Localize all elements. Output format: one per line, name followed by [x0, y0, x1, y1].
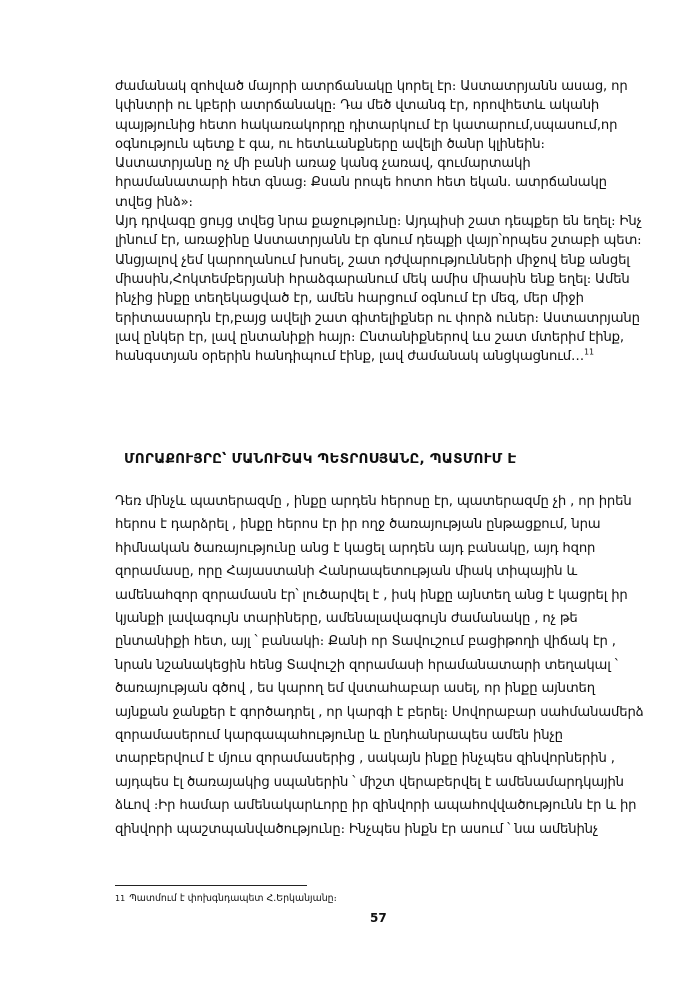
- footnote-number: 11: [115, 894, 126, 903]
- footnote-reference: 11: [584, 347, 594, 357]
- footnote: [115, 893, 635, 905]
- paragraph: Այդ դրվագը ցույց տվեց նրա քաջությունը։ Այդպիսի շատ դեպքեր են եղել։ Ինչ լինում էր, առաջինը Աստատրյանն էր գնում դեպքի վայր՝որպես շտաբի պետ։: [115, 214, 642, 249]
- body-text-section: [115, 77, 645, 366]
- body-text-section-2: [115, 490, 645, 841]
- footnote-divider: [115, 885, 307, 886]
- paragraph: ժամանակ զոհված մայորի ատրճանակը կորել էր։ Աստատրյանն ասաց, որ կփնտրի ու կբերի ատրճանակը։ Դա մեծ վտանգ էր, որովհետև ականի պայթյունից հետո հակառակորդը դիտարկում էր կատարում,սպասում,որ օգնություն պետք է գա, ու հետևանքները ավելի ծանր կլինեին։ Աստատրյանը ոչ մի բանի առաջ կանգ չառավ, գումարտակի հրամանատարի հետ գնաց։ Քսան րոպե հոտո հետ եկան. ատրճանակը տվեց ինձ»։: [115, 79, 628, 210]
- footnote-text: Պատմում է փոխգնդապետ Հ.Երկանյանը։: [129, 893, 337, 904]
- page-number: 57: [370, 911, 387, 925]
- section-heading: ՄՈՐԱՔՈՒՅՐԸ՝ ՄԱՆՈՒՇԱԿ ՊԵՏՐՈՍՅԱՆԸ, ՊԱՏՄՈՒՄ Է: [124, 451, 517, 467]
- paragraph: [115, 251, 645, 367]
- paragraph-text: Անցյալով չեմ կարողանում խոսել, շատ դժվարությունների միջով ենք անցել միասին,Հոկտեմբերյանի հրաձգարանում մեկ ամիս միասին ենք եղել։ Ամեն ինչից ինքը տեղեկացված էր, ամեն հարցում օգնում էր մեզ, մեր միջի երիտասարդն էր,բայց ավելի շատ գիտելիքներ ու փորձ ուներ։ Աստատրյանը լավ ընկեր էր, լավ ընտանիքի հայր։ Ընտանիքներով ևս շատ մտերիմ էինք, հանգստյան օրերին հանդիպում էինք, լավ ժամանակ անցկացնում…: [115, 252, 640, 365]
- paragraph: Դեռ մինչև պատերազմը , ինքը արդեն հերոսը էր, պատերազմը չի , որ իրեն հերոս է դարձրել , ինքը հերոս էր իր ողջ ծառայության ընթացքում, նրա հիմնական ծառայությունը անց է կացել արդեն այդ բանակը, այդ հզոր զորամասը, որը Հայաստանի Հանրապետության միակ տիպային և ամենահզոր զորամասն էր՝ լուծարվել է , իսկ ինքը այնտեղ անց է կացրել իր կյանքի լավագույն տարիները, ամենալավագույն ժամանակը , ոչ թե ընտանիքի հետ, այլ ՝ բանակի։ Քանի որ Տավուշում բացիթողի վիճակ էր , նրան նշանակեցին հենց Տավուշի զորամասի հրամանատարի տեղակալ ՝ ծառայության գծով , ես կարող եմ վստահաբար ասել, որ ինքը այնտեղ այնքան ջանքեր է գործադրել , որ կարգի է բերել։ Սովորաբար սահմանամերձ զորամասերում կարգապահությունը և ընդհանրապես ամեն ինչը տարբերվում է մյուս զորամասերից , սակայն ինքը ինչպես զինվորներին , այդպես էլ ծառայակից սպաներին ՝ միշտ վերաբերվել է ամենամարդկային ձևով ։Իր համար ամենակարևորը իր զինվորի ապահովվածությունն էր և իր զինվորի պաշտպանվածությունը։ Ինչպես ինքն էր ասում ՝ նա ամենինչ: [115, 494, 644, 837]
